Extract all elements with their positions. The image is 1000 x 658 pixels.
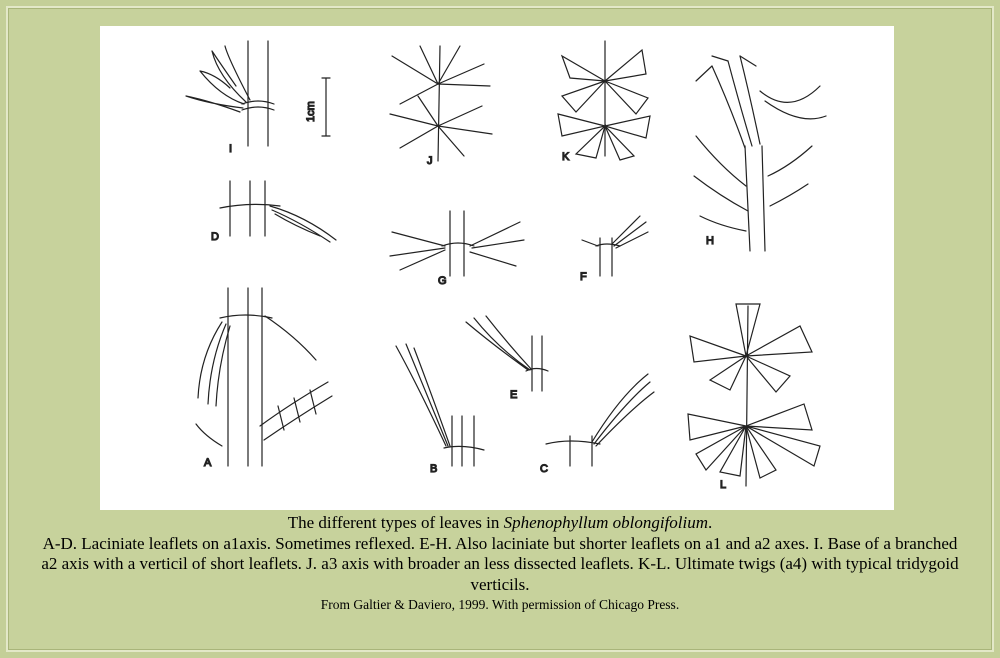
- label-i: I: [229, 143, 233, 155]
- panel-e-drawing: [466, 316, 548, 391]
- figure-caption: [0, 513, 1000, 614]
- panel-k-drawing: [558, 41, 650, 160]
- scale-bar: [322, 78, 330, 136]
- label-c: C: [540, 463, 548, 475]
- label-f: F: [580, 271, 587, 283]
- label-a: A: [204, 457, 212, 469]
- caption-body: A-D. Laciniate leaflets on a1axis. Sometimes reflexed. E-H. Also laciniate but shorter leaflets on a1 and a2 axes. I. Base of a branched a2 axis with a verticil of short leaflets. J. a3 axis with broader an less dissected leaflets. K-L. Ultimate twigs (a4) with typical tridygoid verticils.: [41, 533, 959, 594]
- scale-bar-label: 1cm: [305, 101, 317, 122]
- caption-credit: From Galtier & Daviero, 1999. With permission of Chicago Press.: [320, 597, 680, 612]
- panel-a-drawing: [196, 288, 332, 466]
- caption-title-prefix: The different types of leaves in: [287, 513, 504, 532]
- botanical-drawing: [100, 26, 894, 510]
- label-d: D: [211, 231, 219, 243]
- panel-j-drawing: [390, 46, 492, 161]
- panel-h-drawing: [694, 56, 826, 251]
- panel-d-drawing: [220, 181, 336, 242]
- panel-l-drawing: [688, 304, 820, 486]
- label-g: G: [438, 275, 447, 287]
- panel-f-drawing: [582, 216, 648, 276]
- label-l: L: [720, 479, 727, 491]
- panel-g-drawing: [390, 211, 524, 276]
- figure-plate: [100, 26, 894, 510]
- label-h: H: [706, 235, 714, 247]
- label-b: B: [430, 463, 438, 475]
- panel-i-drawing: [186, 41, 274, 146]
- panel-b-drawing: [396, 344, 484, 466]
- label-k: K: [562, 151, 570, 163]
- caption-title: [0, 513, 1000, 534]
- label-e: E: [510, 389, 518, 401]
- panel-c-drawing: [546, 374, 654, 466]
- caption-title-suffix: .: [708, 513, 713, 532]
- caption-species-name: Sphenophyllum oblongifolium: [503, 513, 709, 532]
- label-j: J: [427, 155, 433, 167]
